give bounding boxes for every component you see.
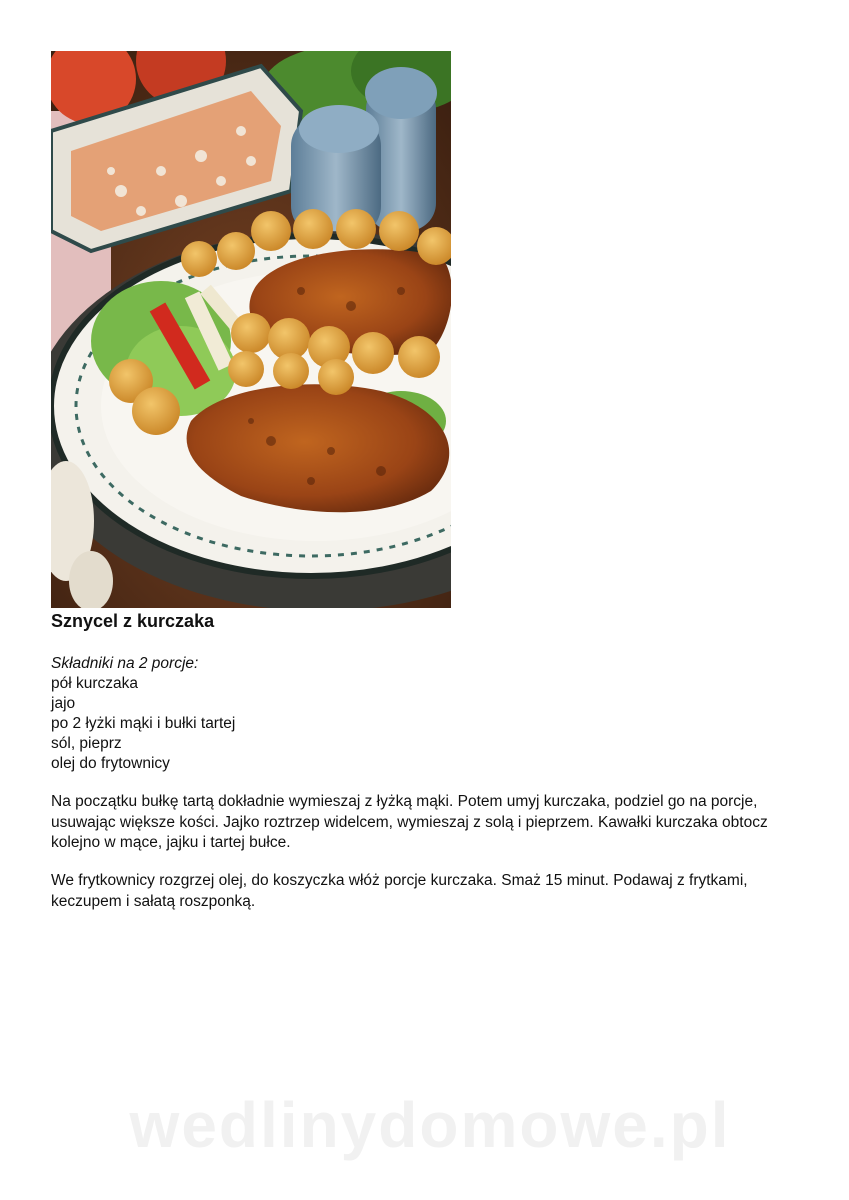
- ingredients-section: [51, 654, 235, 774]
- ingredient-item: pół kurczaka: [51, 675, 139, 692]
- ingredients-list: [51, 674, 235, 774]
- ingredient-item: olej do frytownicy: [51, 755, 170, 772]
- ingredient-item: po 2 łyżki mąki i bułki tartej: [51, 715, 236, 732]
- recipe-title: Sznycel z kurczaka: [51, 611, 215, 631]
- ingredient-item: jajo: [51, 695, 76, 712]
- ingredients-header: Składniki na 2 porcje:: [51, 655, 199, 672]
- ingredient-item: sól, pieprz: [51, 735, 122, 752]
- recipe-photo: [51, 51, 451, 608]
- instruction-paragraph: Na początku bułkę tartą dokładnie wymieszaj z łyżką mąki. Potem umyj kurczaka, podziel go na porcje, usuwając większe kości. Jajko roztrzep widelcem, wymieszaj z solą i pieprzem. Kawałki kurczaka obtocz kolejno w mące, jajku i tartej bułce.: [51, 793, 768, 851]
- instruction-paragraph: We frytkownicy rozgrzej olej, do koszyczka włóż porcje kurczaka. Smaż 15 minut. Podawaj z frytkami, keczupem i sałatą roszponką.: [51, 872, 748, 910]
- site-watermark: wedlinydomowe.pl: [129, 1089, 731, 1161]
